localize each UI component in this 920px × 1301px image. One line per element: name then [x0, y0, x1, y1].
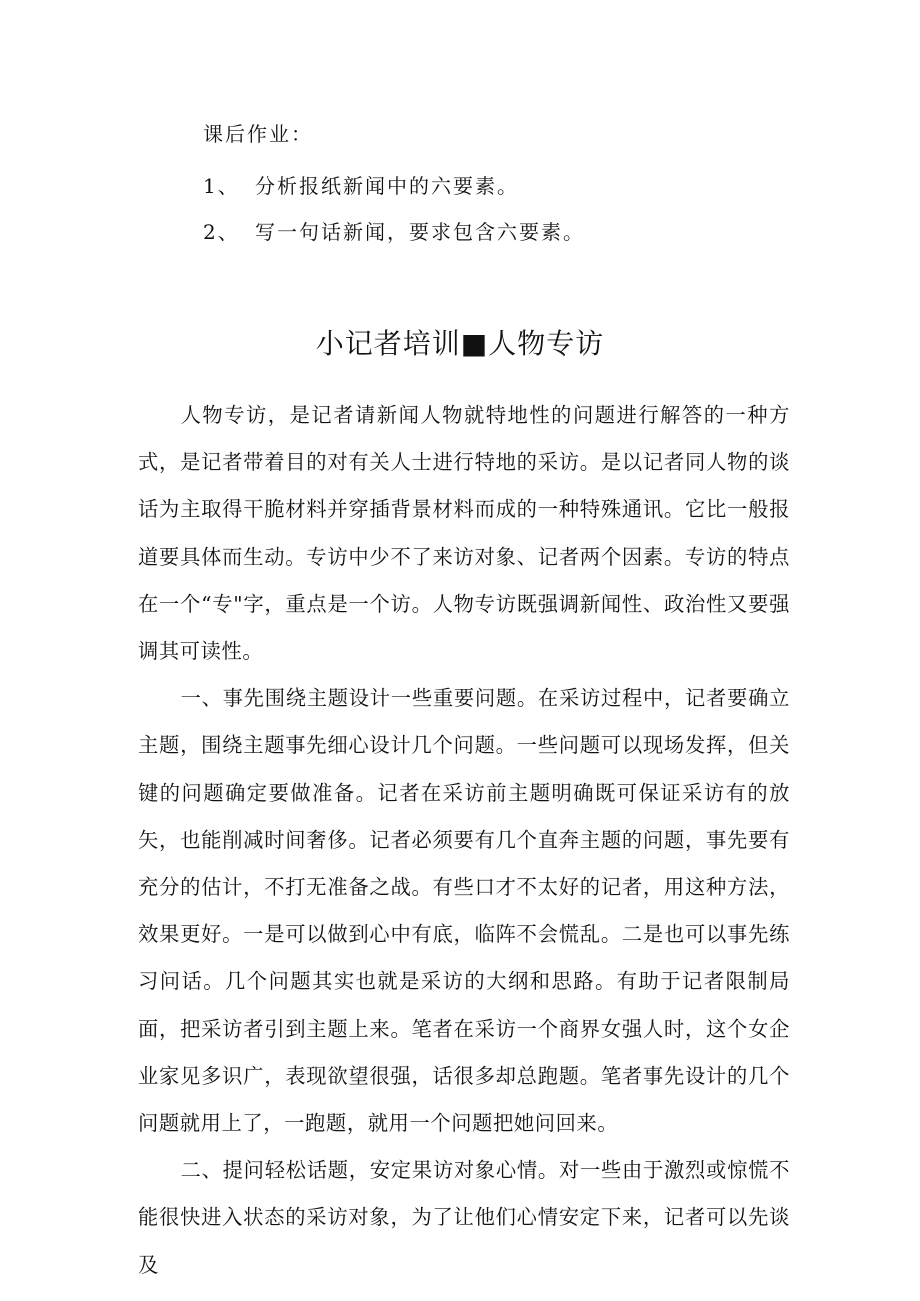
homework-item-text: 分析报纸新闻中的六要素。	[255, 174, 519, 198]
homework-item-number: 1、	[203, 174, 240, 198]
article-paragraph-section-1: 一、事先围绕主题设计一些重要问题。在采访过程中，记者要确立主题，围绕主题事先细心设计几个问题。一些问题可以现场发挥，但关键的问题确定要做准备。记者在采访前主题明确既可保证采访有的放矢，也能削减时间奢侈。记者必须要有几个直奔主题的问题，事先要有充分的估计，不打无准备之战。有些口才不太好的记者，用这种方法，效果更好。一是可以做到心中有底，临阵不会慌乱。二是也可以事先练习问话。几个问题其实也就是采访的大纲和思路。有助于记者限制局面，把采访者引到主题上来。笔者在采访一个商界女强人时，这个女企业家见多识广，表现欲望很强，话很多却总跑题。笔者事先设计的几个问题就用上了，一跑题，就用一个问题把她问回来。	[138, 686, 790, 1136]
homework-item	[203, 170, 519, 199]
homework-item	[203, 216, 585, 245]
homework-item-text: 写一句话新闻，要求包含六要素。	[255, 220, 585, 244]
article-body	[138, 392, 790, 1289]
homework-item-number: 2、	[203, 220, 240, 244]
article-paragraph-intro: 人物专访，是记者请新闻人物就特地性的问题进行解答的一种方式，是记者带着目的对有关人士进行特地的采访。是以记者同人物的谈话为主取得干脆材料并穿插背景材料而成的一种特殊通讯。它比一般报道要具体而生动。专访中少不了来访对象、记者两个因素。专访的特点在一个“专"字，重点是一个访。人物专访既强调新闻性、政治性又要强调其可读性。	[138, 403, 790, 664]
article-paragraph-section-2: 二、提问轻松话题，安定果访对象心情。对一些由于激烈或惊慌不能很快进入状态的采访对象，为了让他们心情安定下来，记者可以先谈及	[138, 1158, 790, 1277]
homework-title: 课后作业：	[203, 122, 313, 146]
article-title: 小记者培训■人物专访	[315, 327, 605, 360]
